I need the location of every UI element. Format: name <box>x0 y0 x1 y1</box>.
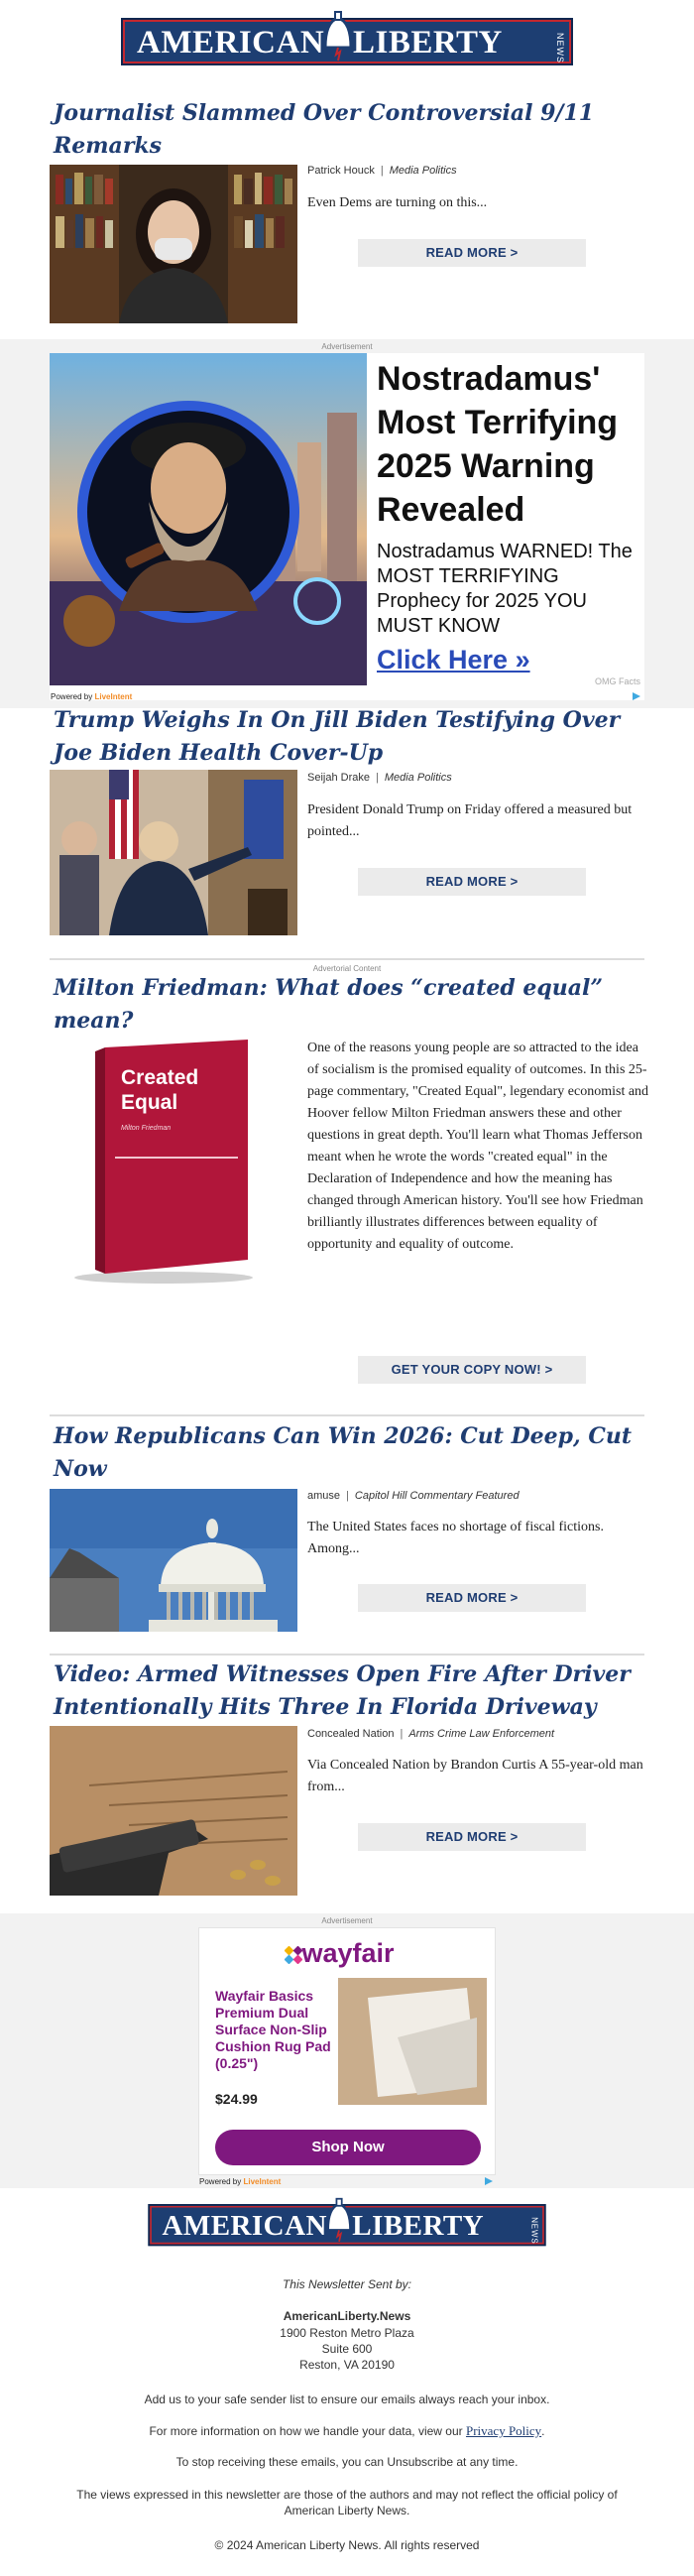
article-title[interactable]: Trump Weighs In On Jill Biden Testifying Over Joe Biden Health Cover-Up <box>54 707 621 766</box>
article-excerpt: Even Dems are turning on this... <box>307 195 488 210</box>
sponsored-title[interactable]: Milton Friedman: What does “created equal” mean? <box>54 975 604 1034</box>
book-author: Milton Friedman <box>121 1125 172 1132</box>
ad-label: Advertisement <box>321 1916 373 1925</box>
footer-logo[interactable] <box>42 2204 652 2251</box>
article-category: Capitol Hill Commentary Featured <box>354 1490 520 1502</box>
footer-sent-by: This Newsletter Sent by: <box>282 2277 412 2291</box>
footer-address-line1: 1900 Reston Metro Plaza <box>280 2326 414 2340</box>
liberty-bell-icon <box>321 8 355 61</box>
article-meta: Concealed Nation | Arms Crime Law Enforcement <box>307 1728 555 1740</box>
capitol-photo <box>50 1489 297 1632</box>
article-title[interactable]: Journalist Slammed Over Controversial 9/11 Remarks <box>54 100 595 159</box>
get-copy-button[interactable]: GET YOUR COPY NOW! > <box>358 1356 586 1384</box>
powered-by-label: Powered by <box>51 692 93 701</box>
footer-address-line2: Suite 600 <box>321 2342 373 2356</box>
liveintent-logo: LiveIntent <box>243 2177 282 2186</box>
article-thumbnail[interactable] <box>50 770 297 935</box>
footer-disclaimer: The views expressed in this newsletter are those of the authors and may not reflect the official policy of American Liberty News. <box>76 2488 618 2517</box>
nostradamus-ad[interactable] <box>50 353 644 700</box>
article-thumbnail[interactable] <box>50 1489 297 1632</box>
nostradamus-ad-link[interactable]: Click Here » <box>377 645 530 675</box>
read-more-button[interactable]: READ MORE > <box>358 1584 586 1612</box>
footer-address-line3: Reston, VA 20190 <box>299 2358 395 2372</box>
read-more-button[interactable]: READ MORE > <box>358 868 586 896</box>
ad-label: Advertisement <box>321 342 373 351</box>
article-meta: Seijah Drake | Media Politics <box>307 772 452 784</box>
article-title[interactable]: How Republicans Can Win 2026: Cut Deep, Cut Now <box>54 1423 633 1482</box>
article-author: Patrick Houck <box>307 165 375 177</box>
nostradamus-ad-headline[interactable]: Nostradamus' Most Terrifying 2025 Warning Revealed <box>377 360 619 529</box>
footer-privacy-period: . <box>541 2424 545 2438</box>
header-logo[interactable] <box>0 18 694 70</box>
article-category: Media Politics <box>384 772 452 784</box>
logo-text-american: AMERICAN <box>162 2210 327 2242</box>
read-more-button[interactable]: READ MORE > <box>358 239 586 267</box>
article-category: Arms Crime Law Enforcement <box>408 1728 555 1740</box>
article-thumbnail[interactable] <box>50 165 297 323</box>
footer-unsubscribe[interactable]: To stop receiving these emails, you can Unsubscribe at any time. <box>175 2455 519 2469</box>
privacy-policy-link[interactable]: Privacy Policy <box>465 2423 542 2438</box>
adchoices-icon[interactable] <box>485 2177 493 2185</box>
journalist-photo <box>50 165 297 323</box>
nostradamus-illustration <box>50 353 367 685</box>
article-meta: Patrick Houck | Media Politics <box>307 165 457 177</box>
article-meta: amuse | Capitol Hill Commentary Featured <box>307 1490 520 1502</box>
advertorial-label: Advertorial Content <box>312 964 382 973</box>
article-author: amuse <box>307 1490 341 1502</box>
wayfair-price: $24.99 <box>215 2091 258 2107</box>
sponsored-body: One of the reasons young people are so attracted to the idea of socialism is the promised equality of outcomes. In this 25-page commentary, "Created Equal", legendary economist and Hoover fellow Milton Friedman answers these and other questions in great depth. You'll learn what Thomas Jefferson meant when he wrote the words "created equal" in the Declaration of Independence and how the meaning has changed through American history. You'll see how Friedman brilliantly illustrates differences between equality of opportunity and equality of outcome. <box>307 1041 649 1252</box>
article-author: Concealed Nation <box>307 1728 395 1740</box>
logo-text-news: NEWS <box>529 2217 539 2245</box>
powered-by[interactable] <box>51 692 132 701</box>
article-excerpt: Via Concealed Nation by Brandon Curtis A 55-year-old man from... <box>307 1758 643 1794</box>
footer-org: AmericanLiberty.News <box>283 2309 411 2323</box>
logo-text-liberty: LIBERTY <box>352 2210 485 2242</box>
powered-by-label: Powered by <box>199 2177 242 2186</box>
trump-photo <box>50 770 297 935</box>
read-more-button[interactable]: READ MORE > <box>358 1823 586 1851</box>
wayfair-ad[interactable] <box>198 1927 496 2175</box>
logo-text-american: AMERICAN <box>137 25 325 61</box>
article-category: Media Politics <box>389 165 457 177</box>
nostradamus-ad-source: OMG Facts <box>594 676 640 686</box>
rug-pad-image[interactable] <box>338 1978 487 2105</box>
logo-text-news: NEWS <box>555 33 565 63</box>
nostradamus-ad-image[interactable] <box>50 353 367 685</box>
handgun-constitution-photo <box>50 1726 297 1896</box>
nostradamus-ad-body: Nostradamus WARNED! The MOST TERRIFYING Prophecy for 2025 YOU MUST KNOW <box>377 541 633 637</box>
footer-privacy <box>0 2423 694 2439</box>
wayfair-product-title[interactable]: Wayfair Basics Premium Dual Surface Non-Slip Cushion Rug Pad (0.25") <box>215 1988 331 2071</box>
wayfair-logo[interactable]: wayfair <box>301 1938 395 1968</box>
book-title: Created Equal <box>121 1066 199 1114</box>
liberty-bell-icon <box>324 2195 354 2243</box>
shop-now-button[interactable]: Shop Now <box>215 2130 481 2165</box>
article-excerpt: President Donald Trump on Friday offered a measured but pointed... <box>307 802 633 839</box>
article-title[interactable]: Video: Armed Witnesses Open Fire After Driver Intentionally Hits Three In Florida Driveway <box>54 1661 631 1720</box>
divider <box>50 1654 644 1656</box>
footer-copyright: © 2024 American Liberty News. All rights reserved <box>214 2538 480 2552</box>
divider <box>50 1414 644 1416</box>
article-thumbnail[interactable] <box>50 1726 297 1896</box>
article-author: Seijah Drake <box>307 772 370 784</box>
powered-by[interactable] <box>199 2177 281 2186</box>
adchoices-icon[interactable] <box>633 692 640 700</box>
liveintent-logo: LiveIntent <box>94 692 133 701</box>
logo-text-liberty: LIBERTY <box>353 25 503 61</box>
footer-privacy-text: For more information on how we handle your data, view our <box>149 2424 463 2438</box>
footer-safe-sender: Add us to your safe sender list to ensure our emails always reach your inbox. <box>144 2392 550 2406</box>
divider <box>50 958 644 960</box>
article-excerpt: The United States faces no shortage of fiscal fictions. Among... <box>307 1520 604 1556</box>
book-cover[interactable] <box>59 1040 258 1288</box>
